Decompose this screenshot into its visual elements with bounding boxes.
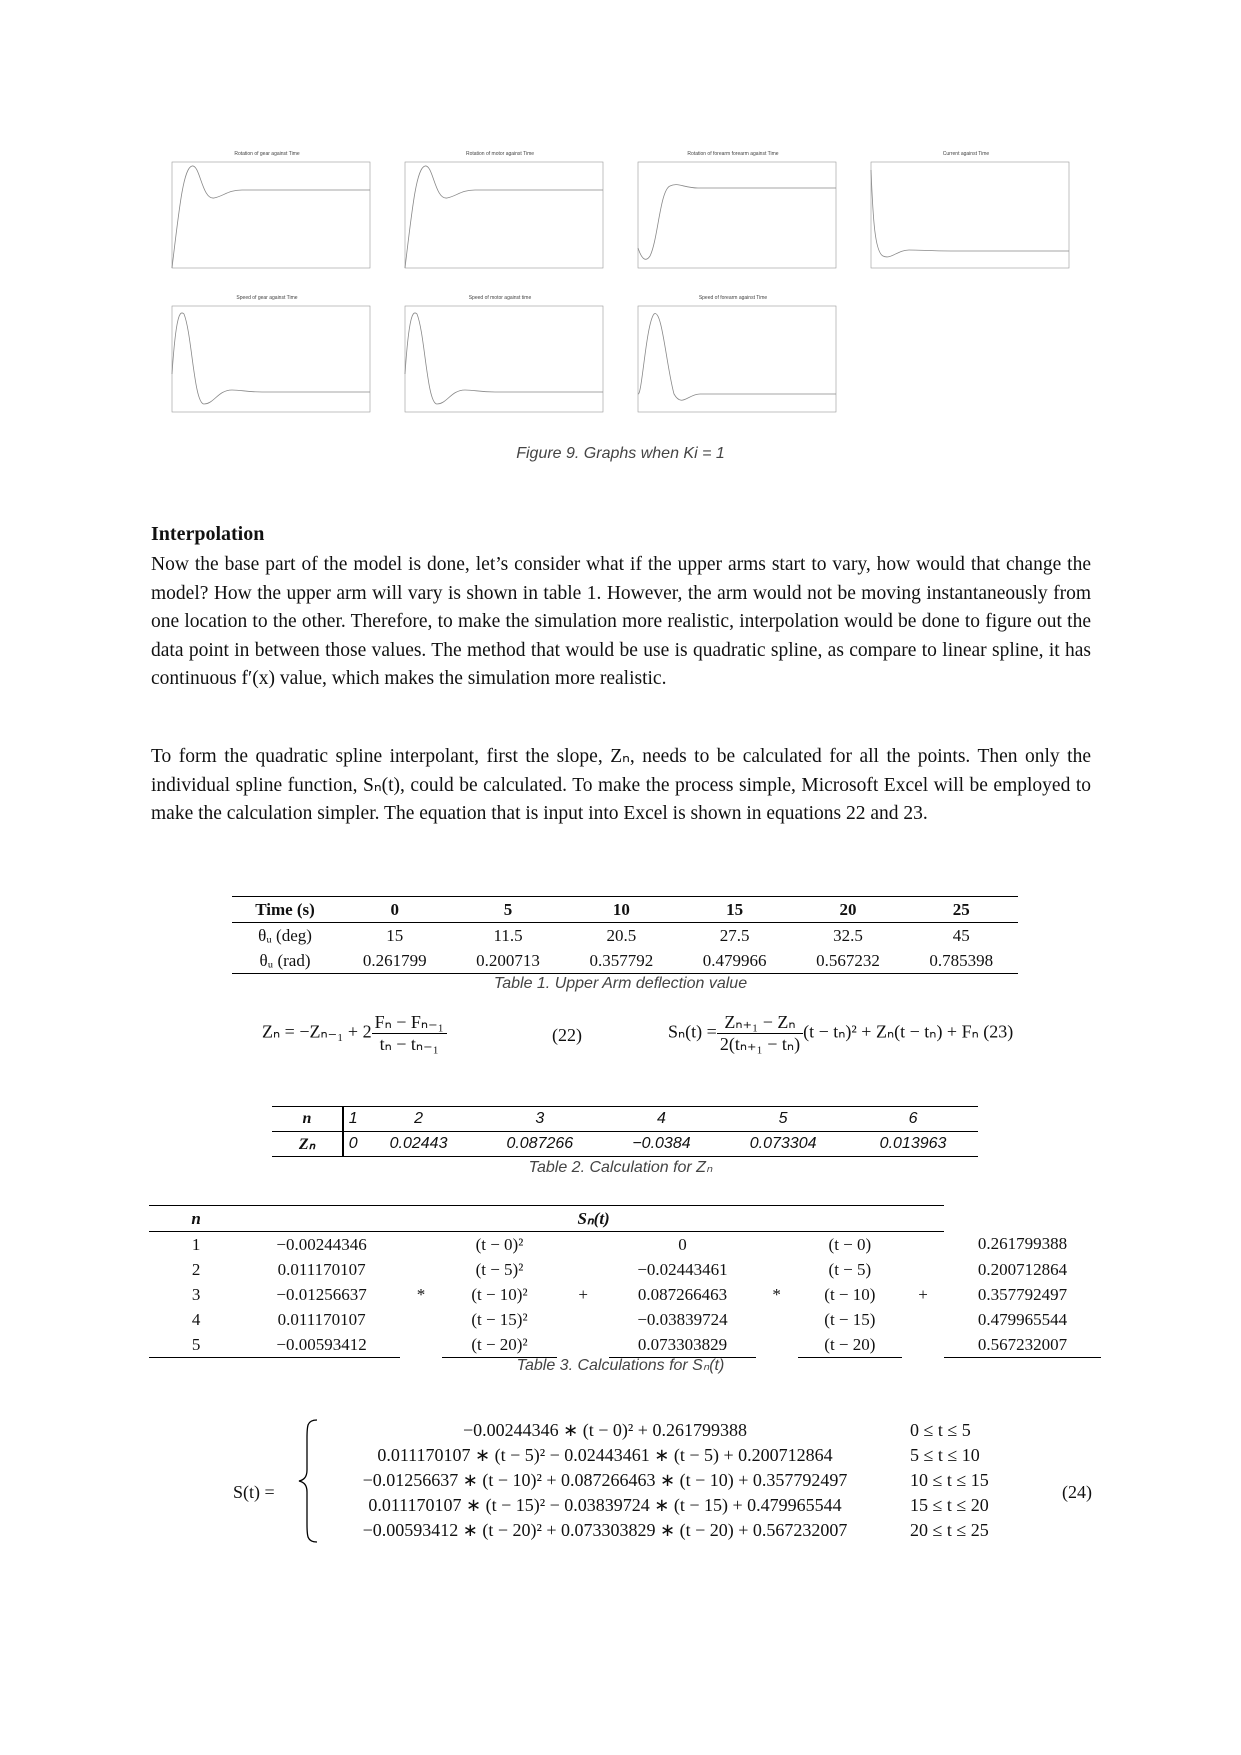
case-expr-4: 0.011170107 ∗ (t − 15)² − 0.03839724 ∗ (t − 15) + 0.479965544 — [368, 1495, 842, 1515]
plot-rotation-motor-graph — [395, 160, 605, 278]
case-expr-5: −0.00593412 ∗ (t − 20)² + 0.073303829 ∗ (t − 20) + 0.567232007 — [362, 1520, 848, 1540]
table-row: 3 −0.01256637 (t − 10)² 0.087266463 (t − 10) 0.357792497 — [191, 1284, 1068, 1304]
table-row: n 1 2 3 4 5 6 — [272, 1107, 978, 1132]
case-expr-2: 0.011170107 ∗ (t − 5)² − 0.02443461 ∗ (t − 5) + 0.200712864 — [377, 1445, 833, 1465]
plot-title: Speed of motor against time — [468, 295, 532, 301]
plot-title: Rotation of gear against Time — [234, 151, 300, 157]
plot-speed-forearm-graph — [628, 304, 838, 422]
table-row: n Sₙ(t) — [149, 1206, 1101, 1232]
table-row: 2 0.011170107 (t − 5)² −0.02443461 (t − 5) 0.200712864 — [191, 1259, 1068, 1279]
plot-rotation-forearm-graph — [628, 160, 838, 278]
plot-title: Rotation of forearm forearm against Time — [687, 151, 779, 157]
table-row: θᵤ (rad) 0.261799 0.200713 0.357792 0.479966 0.567232 0.785398 — [232, 948, 1018, 974]
equation-24-lhs: S(t) = — [233, 1482, 275, 1502]
case-expr-1: −0.00244346 ∗ (t − 0)² + 0.261799388 — [463, 1420, 747, 1440]
table-3-caption: Table 3. Calculations for Sₙ(t) — [516, 1357, 725, 1374]
table-3 — [149, 1205, 1101, 1358]
table-row: 1 −0.00244346 * (t − 0)² + 0 * (t − 0) + 0.261799388 — [191, 1234, 1068, 1304]
case-range-4: 15 ≤ t ≤ 20 — [910, 1495, 989, 1515]
plot-rotation-forearm — [628, 151, 838, 278]
table-row: Time (s) 0 5 10 15 20 25 — [232, 897, 1018, 923]
plot-title: Rotation of motor against Time — [465, 151, 535, 157]
plot-rotation-gear-graph — [162, 160, 372, 278]
case-range-1: 0 ≤ t ≤ 5 — [910, 1420, 971, 1440]
equation-22-label: (22) — [552, 1025, 582, 1045]
table-2-caption: Table 2. Calculation for Zₙ — [528, 1159, 713, 1176]
case-range-3: 10 ≤ t ≤ 15 — [910, 1470, 989, 1490]
plot-speed-gear — [162, 295, 372, 422]
brace-icon — [297, 1418, 321, 1544]
table-1-caption: Table 1. Upper Arm deflection value — [493, 975, 748, 992]
paragraph-2: To form the quadratic spline interpolant, first the slope, Zₙ, needs to be calculated for all the points. Then only the individual spline function, Sₙ(t), could be calculated. To make the process simple, Microsoft Excel will be employed to make the calculation simpler. The equation that is input into Excel is shown in equations 22 and 23. — [151, 746, 1091, 824]
plot-rotation-gear — [162, 151, 372, 278]
equation-23: Sₙ(t) = $\frac{\text{Zₙ₊₁ − Zₙ}}{\text{2(tₙ₊₁ − tₙ)}}$ (t − tₙ)² + Zₙ(t − tₙ) + Fₙ (23) — [668, 1012, 1014, 1054]
figure-caption: Figure 9. Graphs when Ki = 1 — [516, 445, 725, 462]
plot-speed-motor — [395, 295, 605, 422]
table-2 — [272, 1106, 978, 1157]
table-row: θᵤ (deg) 15 11.5 20.5 27.5 32.5 45 — [258, 925, 970, 945]
plot-current — [861, 151, 1071, 278]
plot-speed-forearm — [628, 295, 838, 422]
plot-speed-motor-graph — [395, 304, 605, 422]
plot-current-graph — [861, 160, 1071, 278]
case-range-2: 5 ≤ t ≤ 10 — [910, 1445, 980, 1465]
paragraph-1: Now the base part of the model is done, let’s consider what if the upper arms start to vary, how would that change the model? How the upper arm will vary is shown in table 1. However, the arm would not be moving instantaneously from one location to the other. Therefore, to make the simulation more realistic, interpolation would be done to figure out the data point in between those values. The method that would be use is quadratic spline, as compare to linear spline, it has continuous f′(x) value, which makes the simulation more realistic. — [151, 554, 1091, 689]
section-heading: Interpolation — [151, 523, 265, 545]
equation-22: Zₙ = −Zₙ₋₁ + 2 $\frac{\text{Fₙ − Fₙ₋₁}}{\text{tₙ − tₙ₋₁}}$ — [262, 1012, 447, 1055]
table-row: Zₙ 0 0.02443 0.087266 −0.0384 0.073304 0.013963 — [272, 1132, 978, 1157]
table-row: 5 −0.00593412 (t − 20)² 0.073303829 (t − 20) 0.567232007 — [149, 1332, 1101, 1358]
case-range-5: 20 ≤ t ≤ 25 — [910, 1520, 989, 1540]
table-row: 4 0.011170107 (t − 15)² −0.03839724 (t − 15) 0.479965544 — [191, 1309, 1068, 1329]
equation-24-label: (24) — [1062, 1482, 1092, 1502]
case-expr-3: −0.01256637 ∗ (t − 10)² + 0.087266463 ∗ (t − 10) + 0.357792497 — [362, 1470, 848, 1490]
plot-title: Current against Time — [942, 151, 990, 157]
plot-rotation-motor — [395, 151, 605, 278]
plot-title: Speed of forearm against Time — [698, 295, 768, 301]
figure-9-plots — [150, 148, 1080, 444]
plot-speed-gear-graph — [162, 304, 372, 422]
plot-title: Speed of gear against Time — [236, 295, 298, 301]
table-1 — [232, 896, 1018, 974]
